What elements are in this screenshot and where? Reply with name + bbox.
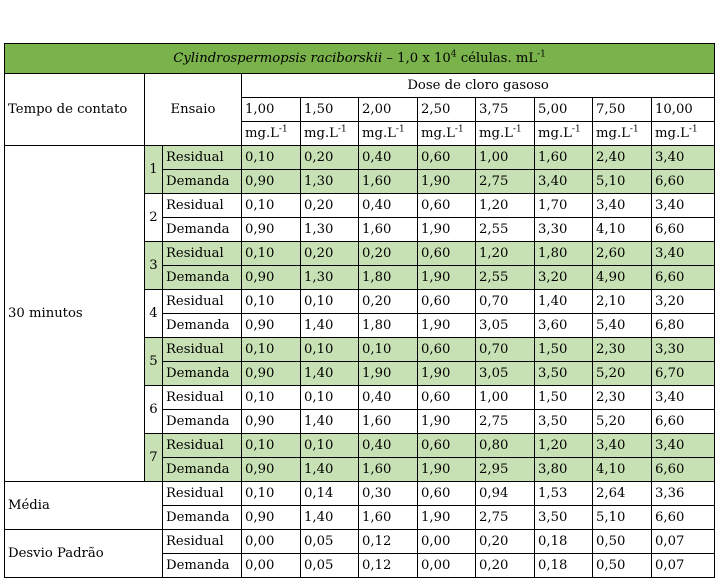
- value-cell: 1,30: [301, 266, 359, 290]
- table-title: Cylindrospermopsis raciborskii – 1,0 x $10^4$ células. $mL^{-1}$: [5, 44, 715, 74]
- value-cell: 0,60: [418, 338, 476, 362]
- value-cell: 0,90: [242, 506, 301, 530]
- value-cell: 0,12: [359, 530, 418, 554]
- row-type-label: Residual: [163, 434, 242, 458]
- value-cell: 1,60: [359, 218, 418, 242]
- value-cell: 1,40: [301, 458, 359, 482]
- value-cell: 1,90: [359, 362, 418, 386]
- value-cell: 0,20: [476, 554, 535, 578]
- value-cell: 0,18: [535, 530, 593, 554]
- value-cell: 1,40: [301, 506, 359, 530]
- value-cell: 1,80: [535, 242, 593, 266]
- value-cell: 0,00: [242, 554, 301, 578]
- dose-unit: $mg.L^{-1}$: [301, 122, 359, 146]
- value-cell: 1,40: [301, 314, 359, 338]
- value-cell: 0,60: [418, 290, 476, 314]
- value-cell: 4,10: [593, 458, 652, 482]
- value-cell: 1,80: [359, 314, 418, 338]
- dose-value: 3,75: [476, 98, 535, 122]
- value-cell: 0,60: [418, 482, 476, 506]
- header-ensaio: Ensaio: [145, 74, 242, 146]
- value-cell: 6,60: [652, 410, 715, 434]
- value-cell: 3,40: [652, 434, 715, 458]
- value-cell: 3,30: [652, 338, 715, 362]
- row-type-label: Residual: [163, 242, 242, 266]
- value-cell: 1,40: [535, 290, 593, 314]
- value-cell: 3,60: [535, 314, 593, 338]
- value-cell: 1,00: [476, 386, 535, 410]
- value-cell: 1,60: [535, 146, 593, 170]
- value-cell: 0,10: [242, 290, 301, 314]
- value-cell: 0,20: [359, 290, 418, 314]
- value-cell: 0,18: [535, 554, 593, 578]
- value-cell: 2,10: [593, 290, 652, 314]
- dose-unit: $mg.L^{-1}$: [359, 122, 418, 146]
- value-cell: 6,80: [652, 314, 715, 338]
- value-cell: 0,20: [476, 530, 535, 554]
- value-cell: 3,50: [535, 506, 593, 530]
- trial-number: 7: [145, 434, 163, 482]
- value-cell: 6,60: [652, 266, 715, 290]
- value-cell: 0,50: [593, 530, 652, 554]
- value-cell: 1,50: [535, 338, 593, 362]
- value-cell: 0,70: [476, 290, 535, 314]
- dose-unit: $mg.L^{-1}$: [476, 122, 535, 146]
- value-cell: 1,20: [535, 434, 593, 458]
- dose-value: 1,50: [301, 98, 359, 122]
- value-cell: 0,10: [242, 338, 301, 362]
- dose-value: 10,00: [652, 98, 715, 122]
- dose-value: 1,00: [242, 98, 301, 122]
- value-cell: 0,10: [242, 482, 301, 506]
- table-row: [5, 482, 715, 506]
- row-type-label: Demanda: [163, 410, 242, 434]
- value-cell: 3,50: [535, 362, 593, 386]
- species-name: Cylindrospermopsis raciborskii: [173, 51, 383, 66]
- value-cell: 0,40: [359, 194, 418, 218]
- value-cell: 0,90: [242, 266, 301, 290]
- value-cell: 5,20: [593, 362, 652, 386]
- value-cell: 1,90: [418, 218, 476, 242]
- value-cell: 0,10: [242, 146, 301, 170]
- value-cell: 3,05: [476, 314, 535, 338]
- value-cell: 3,20: [652, 290, 715, 314]
- value-cell: 1,20: [476, 242, 535, 266]
- value-cell: 0,80: [476, 434, 535, 458]
- value-cell: 3,30: [535, 218, 593, 242]
- value-cell: 1,40: [301, 362, 359, 386]
- value-cell: 2,64: [593, 482, 652, 506]
- value-cell: 3,36: [652, 482, 715, 506]
- value-cell: 1,80: [359, 266, 418, 290]
- value-cell: 0,40: [359, 434, 418, 458]
- value-cell: 3,20: [535, 266, 593, 290]
- value-cell: 1,60: [359, 410, 418, 434]
- value-cell: 3,40: [593, 434, 652, 458]
- dose-value: 2,00: [359, 98, 418, 122]
- value-cell: 0,90: [242, 458, 301, 482]
- value-cell: 1,00: [476, 146, 535, 170]
- row-type-label: Demanda: [163, 266, 242, 290]
- row-type-label: Residual: [163, 530, 242, 554]
- dose-unit: $mg.L^{-1}$: [652, 122, 715, 146]
- contact-time-label: 30 minutos: [5, 146, 145, 482]
- value-cell: 1,70: [535, 194, 593, 218]
- value-cell: 1,40: [301, 410, 359, 434]
- dose-value: 7,50: [593, 98, 652, 122]
- row-type-label: Demanda: [163, 218, 242, 242]
- value-cell: 0,10: [301, 338, 359, 362]
- trial-number: 1: [145, 146, 163, 194]
- value-cell: 1,90: [418, 506, 476, 530]
- value-cell: 4,10: [593, 218, 652, 242]
- value-cell: 0,00: [242, 530, 301, 554]
- value-cell: 1,90: [418, 458, 476, 482]
- dose-unit: $mg.L^{-1}$: [535, 122, 593, 146]
- table-row: [5, 530, 715, 554]
- value-cell: 3,40: [535, 170, 593, 194]
- trial-number: 4: [145, 290, 163, 338]
- value-cell: 0,90: [242, 170, 301, 194]
- value-cell: 0,10: [301, 434, 359, 458]
- value-cell: 5,20: [593, 410, 652, 434]
- trial-number: 3: [145, 242, 163, 290]
- value-cell: 0,20: [359, 242, 418, 266]
- value-cell: 0,07: [652, 530, 715, 554]
- value-cell: 2,95: [476, 458, 535, 482]
- value-cell: 2,40: [593, 146, 652, 170]
- chlorine-dose-table: [4, 43, 715, 578]
- value-cell: 0,40: [359, 386, 418, 410]
- trial-number: 2: [145, 194, 163, 242]
- value-cell: 6,60: [652, 458, 715, 482]
- value-cell: 0,10: [242, 194, 301, 218]
- value-cell: 2,30: [593, 386, 652, 410]
- value-cell: 0,00: [418, 554, 476, 578]
- value-cell: 1,90: [418, 170, 476, 194]
- value-cell: 1,90: [418, 410, 476, 434]
- value-cell: 0,14: [301, 482, 359, 506]
- value-cell: 5,10: [593, 506, 652, 530]
- value-cell: 0,60: [418, 434, 476, 458]
- value-cell: 1,53: [535, 482, 593, 506]
- value-cell: 0,12: [359, 554, 418, 578]
- value-cell: 6,60: [652, 170, 715, 194]
- value-cell: 1,90: [418, 266, 476, 290]
- value-cell: 0,20: [301, 194, 359, 218]
- value-cell: 0,07: [652, 554, 715, 578]
- value-cell: 5,40: [593, 314, 652, 338]
- row-type-label: Demanda: [163, 314, 242, 338]
- value-cell: 0,20: [301, 146, 359, 170]
- value-cell: 3,40: [652, 194, 715, 218]
- table-row: [5, 146, 715, 170]
- value-cell: 0,40: [359, 146, 418, 170]
- value-cell: 2,75: [476, 506, 535, 530]
- dose-unit: $mg.L^{-1}$: [593, 122, 652, 146]
- value-cell: 0,94: [476, 482, 535, 506]
- value-cell: 5,10: [593, 170, 652, 194]
- value-cell: 0,05: [301, 530, 359, 554]
- value-cell: 0,60: [418, 194, 476, 218]
- trial-number: 6: [145, 386, 163, 434]
- stat-label: Desvio Padrão: [5, 530, 163, 578]
- value-cell: 0,60: [418, 242, 476, 266]
- value-cell: 3,40: [652, 146, 715, 170]
- value-cell: 1,20: [476, 194, 535, 218]
- value-cell: 0,30: [359, 482, 418, 506]
- value-cell: 3,40: [652, 242, 715, 266]
- value-cell: 0,60: [418, 146, 476, 170]
- value-cell: 6,60: [652, 506, 715, 530]
- value-cell: 0,90: [242, 410, 301, 434]
- value-cell: 0,05: [301, 554, 359, 578]
- row-type-label: Residual: [163, 338, 242, 362]
- value-cell: 0,50: [593, 554, 652, 578]
- row-type-label: Demanda: [163, 362, 242, 386]
- row-type-label: Demanda: [163, 458, 242, 482]
- value-cell: 1,90: [418, 314, 476, 338]
- value-cell: 0,70: [476, 338, 535, 362]
- value-cell: 6,60: [652, 218, 715, 242]
- value-cell: 0,10: [301, 386, 359, 410]
- dose-value: 2,50: [418, 98, 476, 122]
- dose-unit: $mg.L^{-1}$: [242, 122, 301, 146]
- value-cell: 2,75: [476, 410, 535, 434]
- value-cell: 4,90: [593, 266, 652, 290]
- value-cell: 1,30: [301, 170, 359, 194]
- row-type-label: Residual: [163, 146, 242, 170]
- value-cell: 2,60: [593, 242, 652, 266]
- row-type-label: Residual: [163, 386, 242, 410]
- stat-label: Média: [5, 482, 163, 530]
- value-cell: 2,30: [593, 338, 652, 362]
- row-type-label: Residual: [163, 482, 242, 506]
- value-cell: 2,75: [476, 170, 535, 194]
- row-type-label: Demanda: [163, 554, 242, 578]
- value-cell: 0,10: [242, 242, 301, 266]
- value-cell: 0,00: [418, 530, 476, 554]
- value-cell: 0,90: [242, 218, 301, 242]
- row-type-label: Residual: [163, 290, 242, 314]
- value-cell: 3,50: [535, 410, 593, 434]
- trial-number: 5: [145, 338, 163, 386]
- value-cell: 0,10: [301, 290, 359, 314]
- value-cell: 1,60: [359, 170, 418, 194]
- value-cell: 3,40: [652, 386, 715, 410]
- value-cell: 1,30: [301, 218, 359, 242]
- value-cell: 3,40: [593, 194, 652, 218]
- value-cell: 1,60: [359, 506, 418, 530]
- value-cell: 0,90: [242, 314, 301, 338]
- value-cell: 0,10: [242, 386, 301, 410]
- row-type-label: Demanda: [163, 170, 242, 194]
- value-cell: 2,55: [476, 266, 535, 290]
- value-cell: 1,50: [535, 386, 593, 410]
- value-cell: 0,10: [359, 338, 418, 362]
- header-tempo: Tempo de contato: [5, 74, 145, 146]
- value-cell: 3,80: [535, 458, 593, 482]
- value-cell: 0,60: [418, 386, 476, 410]
- header-dose: Dose de cloro gasoso: [242, 74, 715, 98]
- dose-value: 5,00: [535, 98, 593, 122]
- row-type-label: Residual: [163, 194, 242, 218]
- value-cell: 1,90: [418, 362, 476, 386]
- row-type-label: Demanda: [163, 506, 242, 530]
- value-cell: 0,90: [242, 362, 301, 386]
- value-cell: 0,10: [242, 434, 301, 458]
- value-cell: 2,55: [476, 218, 535, 242]
- value-cell: 6,70: [652, 362, 715, 386]
- value-cell: 1,60: [359, 458, 418, 482]
- value-cell: 3,05: [476, 362, 535, 386]
- value-cell: 0,20: [301, 242, 359, 266]
- dose-unit: $mg.L^{-1}$: [418, 122, 476, 146]
